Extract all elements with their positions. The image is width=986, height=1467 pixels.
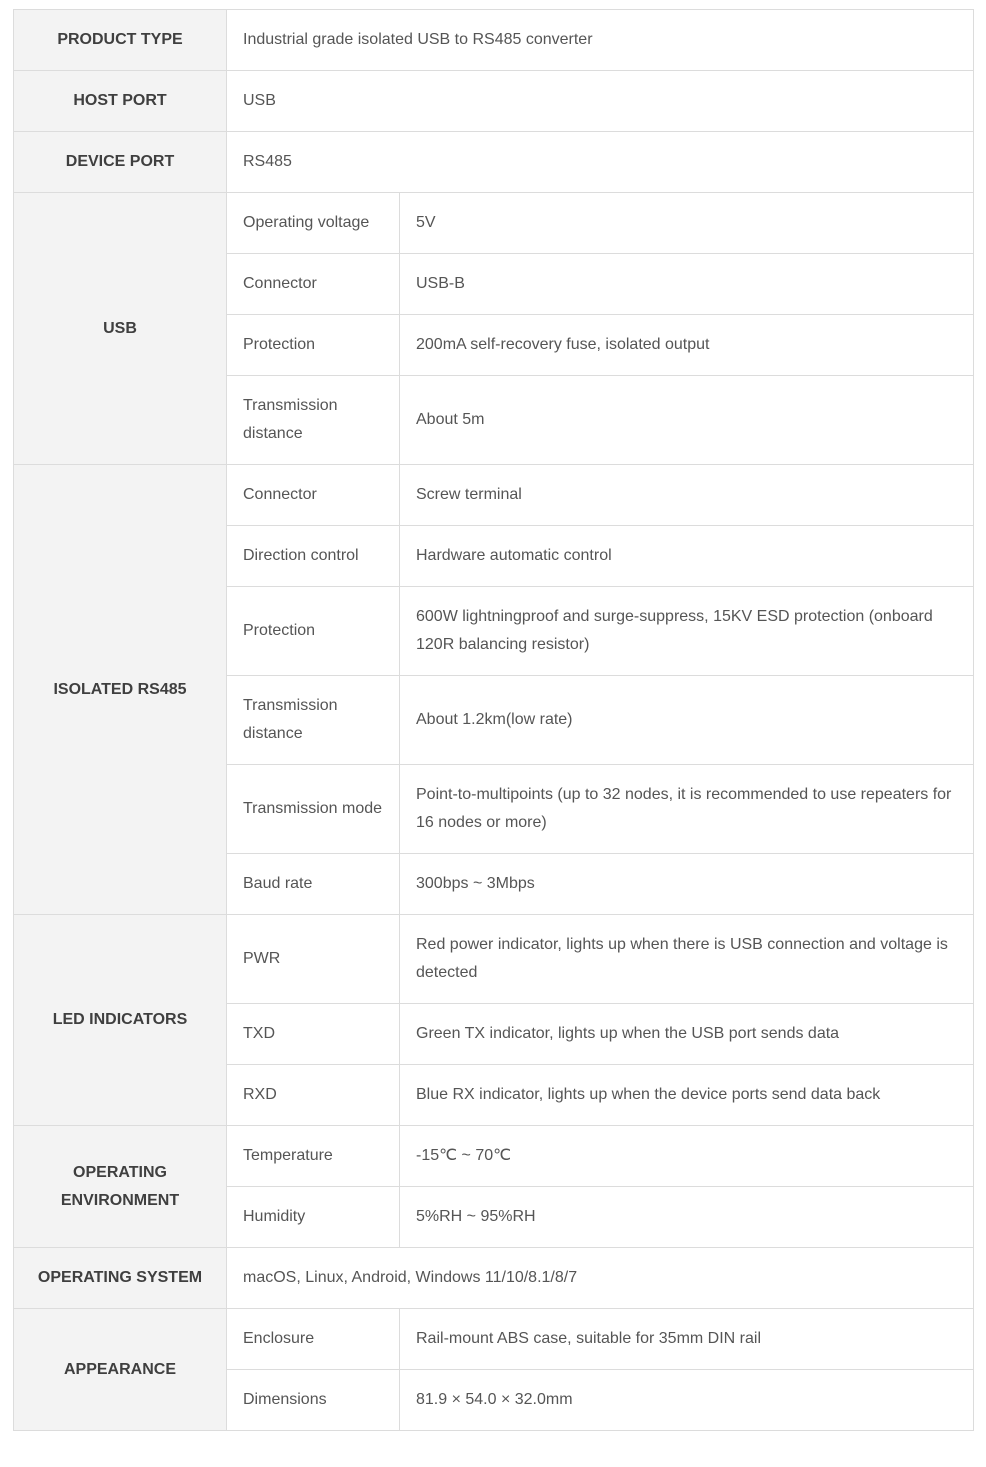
value-cell: Industrial grade isolated USB to RS485 converter xyxy=(227,10,974,71)
table-row xyxy=(14,1309,974,1370)
value-cell: 600W lightningproof and surge-suppress, 15KV ESD protection (onboard 120R balancing resistor) xyxy=(400,587,974,676)
sub-label-cell: Enclosure xyxy=(227,1309,400,1370)
value-cell: About 1.2km(low rate) xyxy=(400,676,974,765)
sub-label-cell: Direction control xyxy=(227,526,400,587)
value-cell: USB-B xyxy=(400,254,974,315)
table-row xyxy=(14,71,974,132)
sub-label-cell: Dimensions xyxy=(227,1370,400,1431)
value-cell: RS485 xyxy=(227,132,974,193)
table-row xyxy=(14,1126,974,1187)
table-row xyxy=(14,132,974,193)
value-cell: 200mA self-recovery fuse, isolated output xyxy=(400,315,974,376)
category-cell: HOST PORT xyxy=(14,71,227,132)
sub-label-cell: Operating voltage xyxy=(227,193,400,254)
category-cell: PRODUCT TYPE xyxy=(14,10,227,71)
sub-label-cell: Transmission distance xyxy=(227,676,400,765)
value-cell: Rail-mount ABS case, suitable for 35mm DIN rail xyxy=(400,1309,974,1370)
category-cell: LED INDICATORS xyxy=(14,915,227,1126)
value-cell: About 5m xyxy=(400,376,974,465)
sub-label-cell: TXD xyxy=(227,1004,400,1065)
value-cell: 300bps ~ 3Mbps xyxy=(400,854,974,915)
value-cell: macOS, Linux, Android, Windows 11/10/8.1/8/7 xyxy=(227,1248,974,1309)
category-cell: ISOLATED RS485 xyxy=(14,465,227,915)
table-row xyxy=(14,915,974,1004)
sub-label-cell: Protection xyxy=(227,315,400,376)
sub-label-cell: Temperature xyxy=(227,1126,400,1187)
value-cell: Point-to-multipoints (up to 32 nodes, it is recommended to use repeaters for 16 nodes or more) xyxy=(400,765,974,854)
table-row xyxy=(14,10,974,71)
sub-label-cell: Connector xyxy=(227,254,400,315)
sub-label-cell: PWR xyxy=(227,915,400,1004)
sub-label-cell: Transmission mode xyxy=(227,765,400,854)
sub-label-cell: Baud rate xyxy=(227,854,400,915)
value-cell: -15℃ ~ 70℃ xyxy=(400,1126,974,1187)
sub-label-cell: RXD xyxy=(227,1065,400,1126)
table-row xyxy=(14,465,974,526)
sub-label-cell: Humidity xyxy=(227,1187,400,1248)
category-cell: APPEARANCE xyxy=(14,1309,227,1431)
value-cell: Hardware automatic control xyxy=(400,526,974,587)
category-cell: DEVICE PORT xyxy=(14,132,227,193)
value-cell: 81.9 × 54.0 × 32.0mm xyxy=(400,1370,974,1431)
value-cell: Red power indicator, lights up when there is USB connection and voltage is detected xyxy=(400,915,974,1004)
spec-table xyxy=(13,9,974,1431)
table-row xyxy=(14,1248,974,1309)
sub-label-cell: Protection xyxy=(227,587,400,676)
sub-label-cell: Transmission distance xyxy=(227,376,400,465)
value-cell: Blue RX indicator, lights up when the device ports send data back xyxy=(400,1065,974,1126)
value-cell: Green TX indicator, lights up when the USB port sends data xyxy=(400,1004,974,1065)
category-cell: OPERATING SYSTEM xyxy=(14,1248,227,1309)
sub-label-cell: Connector xyxy=(227,465,400,526)
category-cell: OPERATING ENVIRONMENT xyxy=(14,1126,227,1248)
table-row xyxy=(14,193,974,254)
value-cell: USB xyxy=(227,71,974,132)
value-cell: Screw terminal xyxy=(400,465,974,526)
category-cell: USB xyxy=(14,193,227,465)
value-cell: 5%RH ~ 95%RH xyxy=(400,1187,974,1248)
value-cell: 5V xyxy=(400,193,974,254)
